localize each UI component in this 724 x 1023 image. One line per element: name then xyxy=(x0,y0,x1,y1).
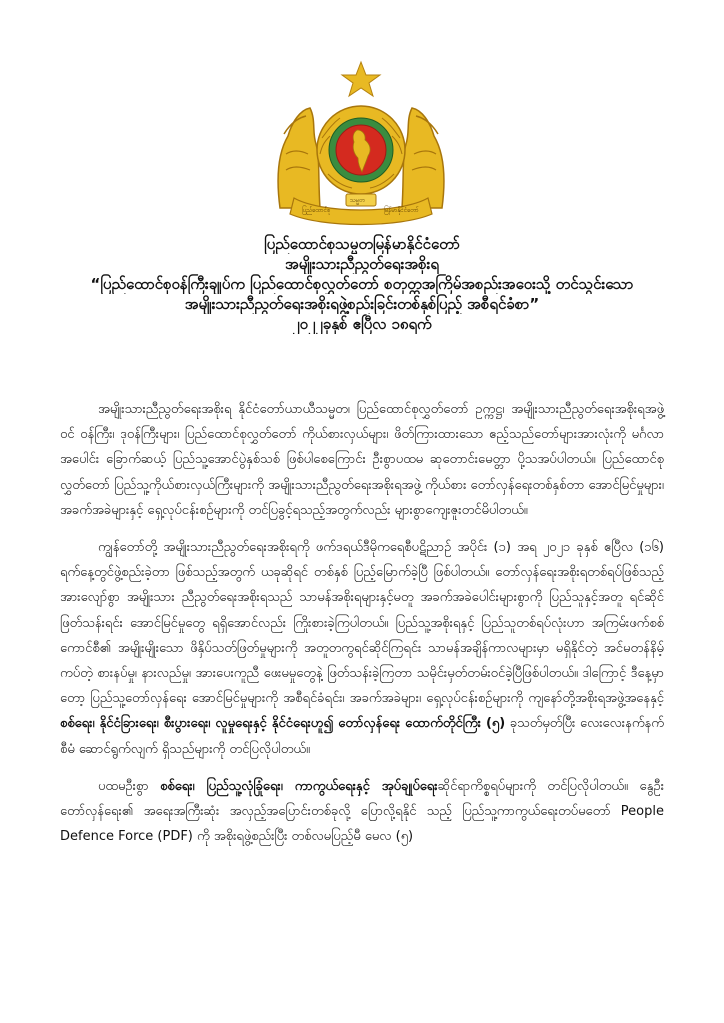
paragraph-3-bold-topics: စစ်ရေး၊ ပြည်သူ့လုံခြုံရေး၊ ကာကွယ်ရေးနှင့် အုပ်ချုပ်ရေး xyxy=(160,778,438,794)
ribbon-text-left: ပြည်ထောင်စု xyxy=(302,207,331,214)
paragraph-2-bold-pillars: စစ်ရေး၊ နိုင်ငံခြားရေး၊ စီးပွားရေး၊ လူမှုရေးနှင့် နိုင်ငံရေးဟူ၍ တော်လှန်ရေး ထောက်တိုင်ကြီး (၅) xyxy=(60,716,506,732)
paragraph-2-text-a: ကျွန်တော်တို့ အမျိုးသားညီညွတ်ရေးအစိုးရကို ဖက်ဒရယ်ဒီမိုကရေစီပဋိညာဉ် အပိုင်း (၁) အရ ၂၀၂၁ ခုနှစ် ဧပြီလ (၁၆) ရက်နေ့တွင်ဖွဲ့စည်းခဲ့တာ ဖြစ်သည့်အတွက် ယခုဆိုရင် တစ်နှစ် ပြည့်မြောက်ခဲ့ပြီ ဖြစ်ပါတယ်။ တော်လှန်ရေးအစိုးရတစ်ရပ်ဖြစ်သည့် အားလျော်စွာ အမျိုးသား ညီညွတ်ရေးအစိုးရသည် သာမန်အစိုးရများနှင့်မတူ အခက်အခဲပေါင်းများစွာကို ပြည်သူနှင့်အတူ ရင်ဆိုင်ဖြတ်သန်းရင်း အောင်မြင်မှုတွေ ရရှိအောင်လည်း ကြိုးစားခဲ့ကြပါတယ်။ ပြည်သူ့အစိုးရနှင့် ပြည်သူတစ်ရပ်လုံးဟာ အကြမ်းဖက်စစ်ကောင်စီ၏ အမျိုးမျိုးသော ဖိနှိပ်သတ်ဖြတ်မှုများကို အတူတကွရင်ဆိုင်ကြရင်း သာမန်အချိန်ကာလများမှာ မရှိနိုင်တဲ့ အင်မတန်နိမ့်ကပ်တဲ့ စားနပ်မှု၊ နားလည်မှု၊ အားပေးကူညီ ဖေးမမှုတွေနဲ့ ဖြတ်သန်းခဲ့ကြတာ သမိုင်းမှတ်တမ်းဝင်ခဲ့ပြီဖြစ်ပါတယ်။ ဒါကြောင့် ဒီနေ့မှာတော့ ပြည်သူ့တော်လှန်ရေး အောင်မြင်မှုများကို အစီရင်ခံရင်း၊ အခက်အခဲများ၊ ရှေ့လုပ်ငန်းစဉ်များကို ကျနော်တို့အစိုးရအဖွဲ့အနေနှင့် xyxy=(60,540,664,707)
report-title-line2: အမျိုးသားညီညွတ်ရေးအစိုးရဖွဲ့စည်းခြင်းတစ်နှစ်ပြည့် အစီရင်ခံစာ” xyxy=(184,295,540,313)
ribbon-text-center: သမ္မတ xyxy=(350,197,366,204)
paragraph-3 xyxy=(60,774,664,850)
paragraph-3-text-b: ဆိုင်ရာကိစ္စရပ်များကို တင်ပြလိုပါတယ်။ နွေဦးတော်လှန်ရေး၏ အရေးအကြီးဆုံး အလှည့်အပြောင်းတစ်ခုလို့ ပြောလို့ရနိုင် သည့် ပြည်သူ့ကာကွယ်ရေးတပ်မတော် People Defence Force (PDF) ကို အစိုးရဖွဲ့စည်းပြီး တစ်လမပြည့်မီ မေလ (၅) xyxy=(60,778,664,845)
document-body xyxy=(60,397,664,861)
document-header xyxy=(60,234,664,334)
ribbon-text-right: မြန်မာနိုင်ငံတော် xyxy=(384,207,419,214)
paragraph-3-text-a: ပထမဦးစွာ xyxy=(98,778,161,794)
report-date: ၂၀၂၂ခုနှစ် ဧပြီလ ၁၈ရက် xyxy=(292,315,432,333)
report-title-line1: “ပြည်ထောင်စုဝန်ကြီးချုပ်က ပြည်ထောင်စုလွှတ်တော် စတုတ္ထအကြိမ်အစည်းအဝေးသို့ တင်သွင်းသော xyxy=(90,275,634,293)
paragraph-1: အမျိုးသားညီညွတ်ရေးအစိုးရ နိုင်ငံတော်ယာယီသမ္မတ၊ ပြည်ထောင်စုလွှတ်တော် ဥက္ကဋ္ဌ၊ အမျိုးသားညီညွတ်ရေးအစိုးရအဖွဲ့ဝင် ဝန်ကြီး၊ ဒုဝန်ကြီးများ၊ ပြည်ထောင်စုလွှတ်တော် ကိုယ်စားလှယ်များ၊ ဖိတ်ကြားထားသော ဧည့်သည်တော်များအားလုံးကို မင်္ဂလာအပေါင်း ခြောက်ဆယ့် ပြည်သူ့အောင်ပွဲနှစ်သစ် ဖြစ်ပါစေကြောင်း ဦးစွာပထမ ဆုတောင်းမေတ္တာ ပို့သအပ်ပါတယ်။ ပြည်ထောင်စုလွှတ်တော် ပြည်သူ့ကိုယ်စားလှယ်ကြီးများကို အမျိုးသားညီညွတ်ရေးအစိုးရအဖွဲ့ ကိုယ်စား တော်လှန်ရေးတစ်နှစ်တာ အောင်မြင်မှုများ၊ အခက်အခဲများနှင့် ရှေ့လုပ်ငန်းစဉ်များကို တင်ပြခွင့်ရသည့်အတွက်လည်း များစွာကျေးဇူးတင်မိပါတယ်။ xyxy=(60,402,664,518)
state-seal-emblem-icon xyxy=(272,58,450,230)
government-name: ပြည်ထောင်စုသမ္မတမြန်မာနိုင်ငံတော် xyxy=(264,235,460,253)
paragraph-2 xyxy=(60,535,664,762)
paragraph-2-text-b: ခုသတ်မှတ်ပြီး လေးလေးနက်နက် စီမံ ဆောင်ရွက်လျက် ရှိသည်များကို တင်ပြလိုပါတယ်။ xyxy=(60,716,664,757)
nug-name: အမျိုးသားညီညွတ်ရေးအစိုးရ xyxy=(285,255,439,273)
